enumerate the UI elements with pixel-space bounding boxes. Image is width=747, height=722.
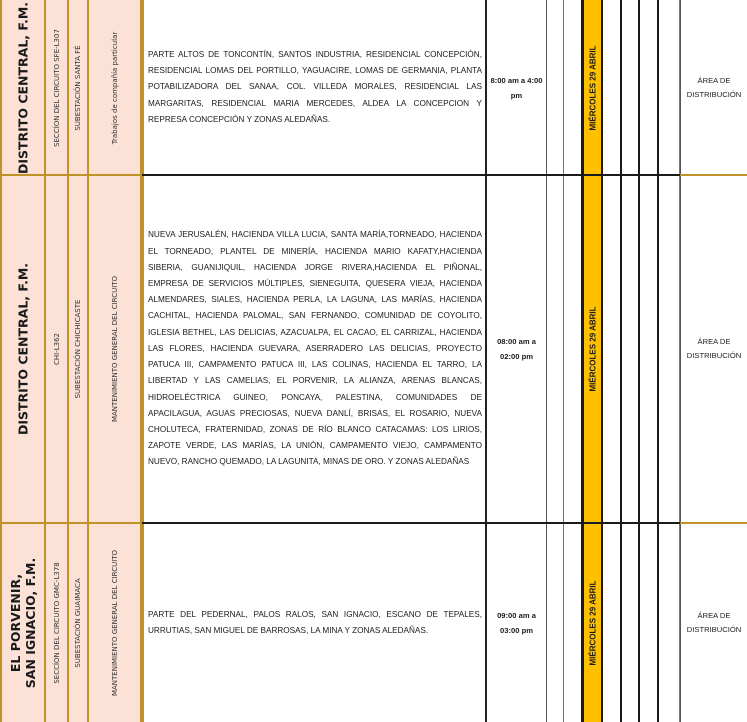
circuit-label: SECCÍON DEL CIRCUITO GMC-L378 <box>52 562 61 684</box>
affected-areas-cell <box>142 524 487 722</box>
outage-row-1 <box>0 0 747 175</box>
empty-cell <box>547 176 564 522</box>
time-cell <box>487 524 547 722</box>
zone-label: ÁREA DE DISTRIBUCIÓN <box>686 75 742 99</box>
empty-cell <box>603 176 622 522</box>
substation-label: SUBESTACIÓN GUAIMACA <box>74 578 82 668</box>
outage-row-2 <box>0 176 747 522</box>
work-type-cell <box>89 0 142 175</box>
circuit-cell <box>46 176 69 522</box>
empty-cell <box>603 0 622 175</box>
empty-cell <box>640 524 659 722</box>
empty-cell <box>622 524 640 722</box>
date-label: MIÉRCOLES 29 ABRIL <box>588 44 597 131</box>
work-type-cell <box>89 176 142 522</box>
date-cell <box>583 176 603 522</box>
district-cell <box>0 176 46 522</box>
date-cell <box>583 0 603 175</box>
circuit-label: SECCÍON DEL CIRCUITO SFE-L307 <box>52 28 61 147</box>
affected-areas-text: PARTE ALTOS DE TONCONTÍN, SANTOS INDUSTRIA, RESIDENCIAL CONCEPCIÓN, RESIDENCIAL LOMAS DEL PORTILLO, YAGUACIRE, LOMAS DE GERMANIA, PLANTA POTABILIZADORA DEL SANAA, COL. VILLEDA MORALES, RESIDENCIAL LAS MARGARITAS, RESIDENCIAL MARIA MERCEDES, ALDEA LA CONCEPCION Y REPRESA CONCEPCIÓN Y ZONAS ALEDAÑAS. <box>148 49 482 124</box>
affected-areas-cell <box>142 176 487 522</box>
zone-cell <box>680 176 747 522</box>
empty-cell <box>659 0 680 175</box>
empty-cell <box>547 524 564 722</box>
date-cell <box>583 524 603 722</box>
empty-cell <box>640 176 659 522</box>
zone-cell <box>680 524 747 722</box>
zone-cell <box>680 0 747 175</box>
substation-cell <box>69 176 89 522</box>
empty-cell <box>659 524 680 722</box>
zone-label: ÁREA DE DISTRIBUCIÓN <box>686 337 742 360</box>
zone-label: ÁREA DE DISTRIBUCIÓN <box>686 611 742 634</box>
work-type-cell <box>89 524 142 722</box>
substation-cell <box>69 0 89 175</box>
empty-cell <box>564 176 583 522</box>
date-label: MIÉRCOLES 29 ABRIL <box>588 306 597 392</box>
time-range: 8:00 am a 4:00 pm <box>490 75 543 100</box>
time-range: 08:00 am a 02:00 pm <box>497 337 536 361</box>
substation-label: SUBESTACIÓN SANTA FÉ <box>74 44 82 131</box>
time-range: 09:00 am a 03:00 pm <box>497 611 536 635</box>
circuit-cell <box>46 0 69 175</box>
empty-cell <box>622 0 640 175</box>
substation-label: SUBESTACIÓN CHICHICASTE <box>74 299 82 399</box>
empty-cell <box>564 0 583 175</box>
empty-cell <box>547 0 564 175</box>
time-cell <box>487 176 547 522</box>
work-type-label: MANTENIMIENTO GENERAL DEL CIRCUITO <box>110 549 119 697</box>
circuit-cell <box>46 524 69 722</box>
district-line-2: SAN IGNACIO, F.M. <box>23 557 38 689</box>
district-label <box>8 558 38 688</box>
district-cell <box>0 0 46 175</box>
affected-areas-text: PARTE DEL PEDERNAL, PALOS RALOS, SAN IGNACIO, ESCANO DE TEPALES, URRUTIAS, SAN MIGUEL DE BARROSAS, LA MINA Y ZONAS ALEDAÑAS. <box>148 609 482 635</box>
district-line-1: EL PORVENIR, <box>8 573 23 673</box>
empty-cell <box>603 524 622 722</box>
outage-row-3 <box>0 524 747 722</box>
empty-cell <box>564 524 583 722</box>
affected-areas-text: NUEVA JERUSALÉN, HACIENDA VILLA LUCIA, SANTA MARÍA,TORNEADO, HACIENDA EL TORNEADO, PLANTEL DE MINERÍA, HACIENDA MARIO KAFATY,HACIENDA SIBERIA, GUANIJIQUIL, HACIENDA JORGE RIVERA,HACIENDA EL PIÑONAL, EMPRESA DE SERVICIOS MÚLTIPLES, SIENEGUITA, QUESERA VIEJA, HACIENDA ALMENDARES, SIALES, HACIENDA PERLA, LA LAGUNA, LAS MARÍAS, HACIENDA CACHITAL, HACIENDA PALOMAL, SAN FERNANDO, COMUNIDAD DE COYOLITO, IGLESIA BETHEL, LAS DELICIAS, AZACUALPA, EL CACAO, EL CARRIZAL, HACIENDA LAS FLORES, HACIENDA GUEVARA, ASERRADERO LAS DELICIAS, PROYECTO PATUCA III, CAMPAMENTO PATUCA III, LAS COLINAS, HACIENDA EL TARRO, LA LIBERTAD Y LAS CAMELIAS, EL PORVENIR, LA ALIANZA, ARENAS BLANCAS, HIDROELÉCTRICA GUINEO, PONCAYA, PALESTINA, COMUNIDADES DE APACILAGUA, AGUAS PRECIOSAS, NUEVA DANLÍ, BRISAS, EL ROSARIO, NUEVA CHOLUTECA, FRATERNIDAD, ZONAS DE RÍO BLANCO CATACAMAS: LOS LIRIOS, ZAPOTE VERDE, LAS MARÍAS, LA UNIÓN, CAMPAMENTO VIEJO, CAMPAMENTO NUEVO, RANCHO QUEMADO, LA LAGUNITA, MINAS DE ORO. Y ZONAS ALEDAÑAS <box>148 230 482 467</box>
date-label: MIÉRCOLES 29 ABRIL <box>588 580 597 666</box>
empty-cell <box>659 176 680 522</box>
empty-cell <box>640 0 659 175</box>
empty-cell <box>622 176 640 522</box>
work-type-label: MANTENIMIENTO GENERAL DEL CIRCUITO <box>110 275 119 423</box>
district-cell <box>0 524 46 722</box>
substation-cell <box>69 524 89 722</box>
circuit-label: CHI-L362 <box>52 332 61 366</box>
time-cell <box>487 0 547 175</box>
work-type-label: Trabajos de compañía particular <box>110 31 119 144</box>
affected-areas-cell <box>142 0 487 175</box>
district-label: DISTRITO CENTRAL, F.M. <box>15 262 31 436</box>
district-label: DISTRITO CENTRAL, F.M. <box>15 1 31 174</box>
